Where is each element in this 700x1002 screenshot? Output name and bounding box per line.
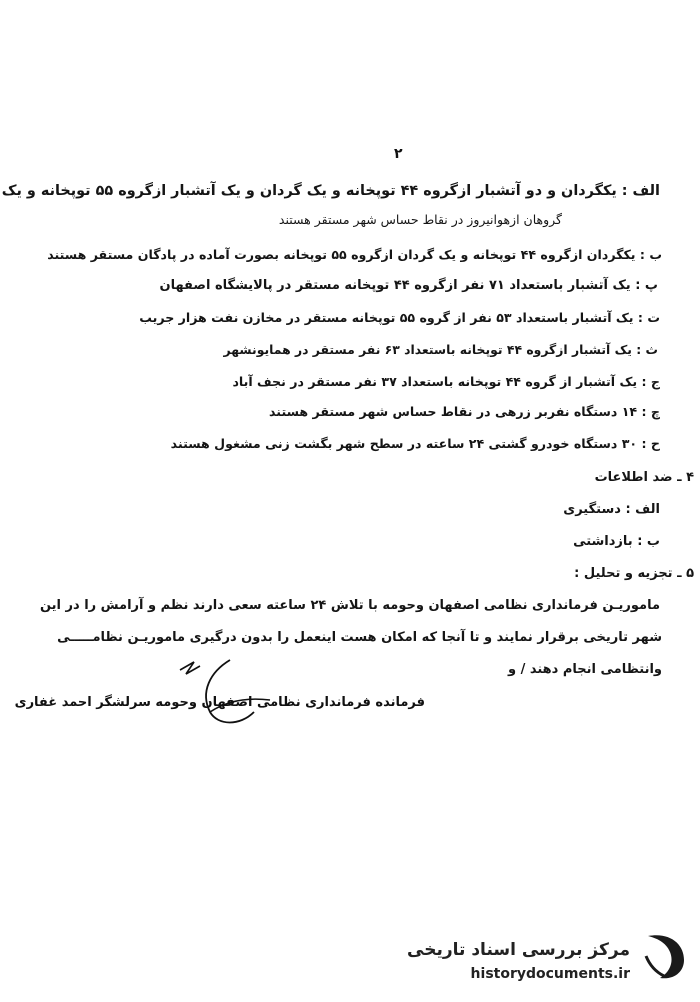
section-4-item-alef: الف : دستگیری — [563, 502, 660, 517]
item-he-line: ح : ۳۰ دستگاه خودرو گشتی ۲۴ ساعته در سطح شهر بگشت زنی مشغول هستند — [170, 436, 660, 451]
item-pe-line: پ : یک آتشبار باستعداد ۷۱ نفر ازگروه ۴۴ توپخانه مستقر در پالایشگاه اصفهان — [159, 278, 658, 293]
item-te-line: ت : یک آتشبار باستعداد ۵۳ نفر از گروه ۵۵ توپخانه مستقر در مخازن نفت هزار جریب — [139, 310, 660, 325]
archive-footer — [0, 920, 700, 1002]
section-4-item-be: ب : بازداشتی — [573, 534, 660, 549]
item-alef-line-2: گروهان ازهوانیروز در نقاط حساس شهر مستقر هستند — [278, 212, 562, 227]
archive-name: مرکز بررسی اسناد تاریخی — [407, 940, 630, 960]
item-che-line: چ : ۱۴ دستگاه نفربر زرهی در نقاط حساس شهر مستقر هستند — [269, 404, 660, 419]
section-4-heading: ۴ ـ ضد اطلاعات — [594, 470, 694, 485]
archive-logo-icon — [640, 932, 688, 982]
signature-line: فرمانده فرمانداری نظامی اصفهان وحومه سرلشگر احمد غفاری — [14, 695, 425, 710]
analysis-line-3: وانتظامی انجام دهند / و — [507, 662, 662, 677]
section-5-heading: ۵ ـ تجزیه و تحلیل : — [574, 566, 694, 581]
analysis-line-2: شهر تاریخی برقرار نمایند و تا آنجا که امکان هست اینعمل را بدون درگیری ماموریـن نظامـــــی — [57, 630, 662, 645]
item-jim-line: ج : یک آتشبار از گروه ۴۴ توپخانه باستعداد ۳۷ نفر مستقر در نجف آباد — [232, 374, 660, 389]
handwritten-signature — [170, 652, 280, 732]
item-alef-line-1: الف : یکگردان و دو آتشبار ازگروه ۴۴ توپخانه و یک گردان و یک آتشبار ازگروه ۵۵ توپخانه و یک — [1, 183, 660, 199]
analysis-line-1: ماموریـن فرمانداری نظامی اصفهان وحومه با تلاش ۲۴ ساعته سعی دارند نظم و آرامش را در این — [39, 598, 660, 613]
page-number: ۲ — [394, 146, 403, 162]
item-se-line: ث : یک آتشبار ازگروه ۴۴ توپخانه باستعداد ۶۳ نفر مستقر در همایونشهر — [223, 342, 658, 357]
item-be-line: ب : یکگردان ازگروه ۴۴ توپخانه و یک گردان ازگروه ۵۵ توپخانه بصورت آماده در پادگان مستقر هستند — [47, 247, 662, 262]
archive-url: historydocuments.ir — [470, 966, 630, 982]
